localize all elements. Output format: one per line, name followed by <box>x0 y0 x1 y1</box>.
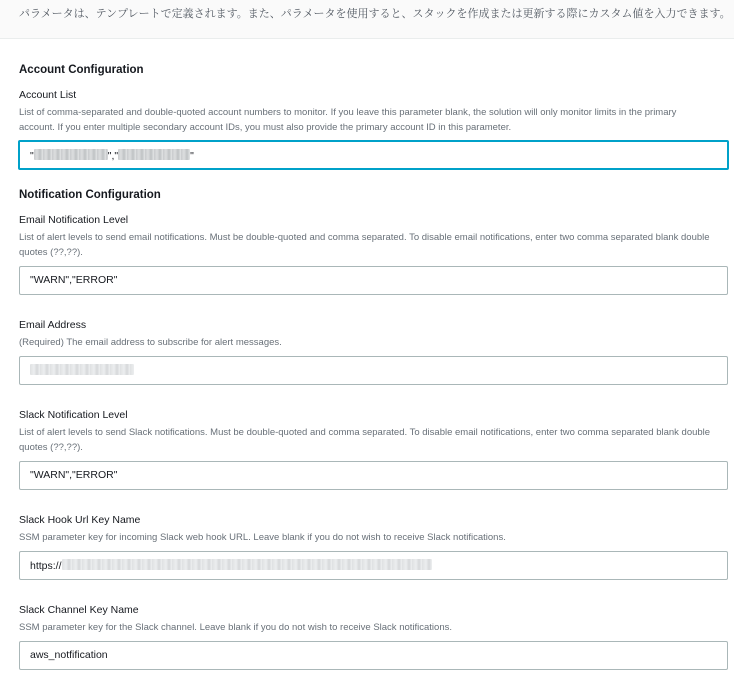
slack-notification-level-description: List of alert levels to send Slack notifications. Must be double-quoted and comma separated. To disable email notifications, enter two comma separated blank double quotes (??,??). <box>19 427 711 453</box>
slack-channel-key-description: SSM parameter key for the Slack channel. Leave blank if you do not wish to receive Slack notifications. <box>19 622 453 633</box>
slack-hook-url-key-label: Slack Hook Url Key Name <box>19 514 141 526</box>
parameters-info-text: パラメータは、テンプレートで定義されます。また、パラメータを使用すると、スタックを作成または更新する際にカスタム値を入力できます。 <box>19 8 731 20</box>
notification-configuration-heading: Notification Configuration <box>19 189 161 201</box>
redacted-account-id <box>34 149 108 160</box>
account-list-value: " "," " <box>30 150 194 162</box>
account-configuration-heading: Account Configuration <box>19 64 144 76</box>
slack-channel-key-value: aws_notfification <box>30 649 108 661</box>
email-address-value <box>30 364 134 377</box>
email-notification-level-value: "WARN","ERROR" <box>30 274 118 286</box>
account-list-label: Account List <box>19 89 77 101</box>
email-notification-level-label: Email Notification Level <box>19 214 129 226</box>
account-list-description: List of comma-separated and double-quoted account numbers to monitor. If you leave this parameter blank, the solution will only monitor limits in the primary account. If you enter multiple secondary account IDs, you must also provide the primary account ID in this parameter. <box>19 107 677 133</box>
email-address-label: Email Address <box>19 319 87 331</box>
email-notification-level-input[interactable] <box>19 266 728 295</box>
parameters-info-banner <box>0 0 734 39</box>
email-address-input[interactable] <box>19 356 728 385</box>
slack-notification-level-value: "WARN","ERROR" <box>30 469 118 481</box>
email-address-description: (Required) The email address to subscribe for alert messages. <box>19 337 282 348</box>
slack-hook-url-key-description: SSM parameter key for incoming Slack web hook URL. Leave blank if you do not wish to receive Slack notifications. <box>19 532 506 543</box>
slack-channel-key-label: Slack Channel Key Name <box>19 604 139 616</box>
redacted-account-id <box>118 149 190 160</box>
redacted-email <box>30 364 134 375</box>
slack-hook-url-key-input[interactable] <box>19 551 728 580</box>
email-notification-level-description: List of alert levels to send email notifications. Must be double-quoted and comma separated. To disable email notifications, enter two comma separated blank double quotes (??,??). <box>19 232 710 258</box>
slack-notification-level-label: Slack Notification Level <box>19 409 128 421</box>
slack-hook-url-key-value: https:// <box>30 559 432 572</box>
slack-channel-key-input[interactable] <box>19 641 728 670</box>
slack-notification-level-input[interactable] <box>19 461 728 490</box>
account-list-input[interactable] <box>18 140 729 170</box>
redacted-url <box>62 559 432 570</box>
